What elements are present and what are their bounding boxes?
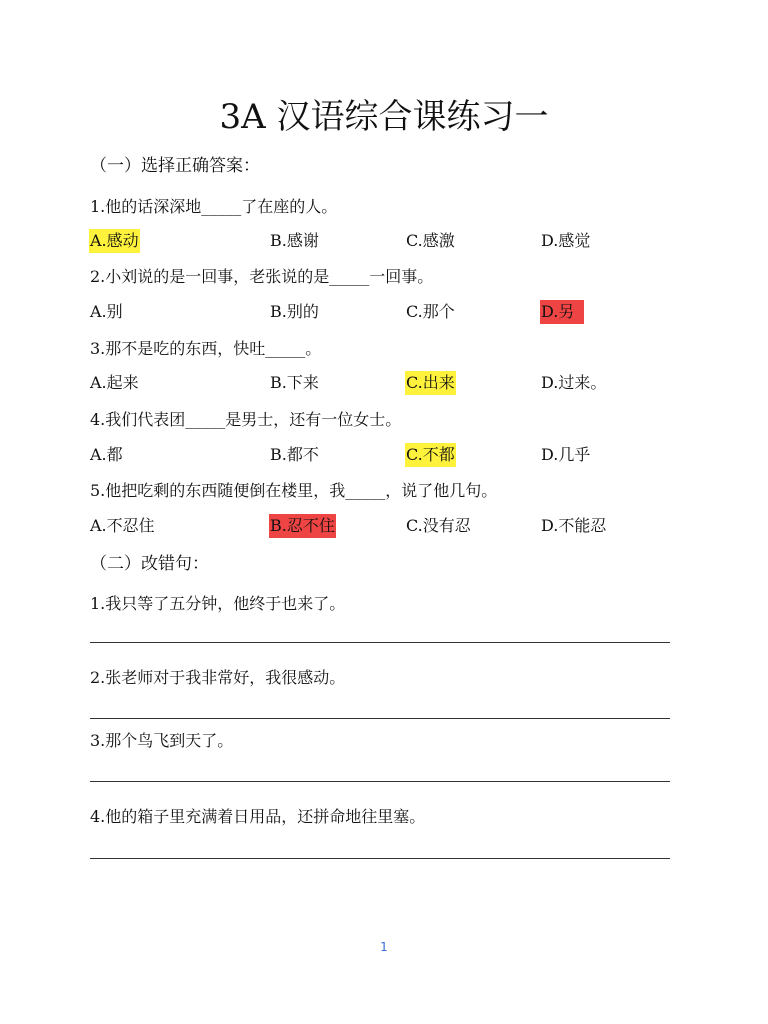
q4-option-c: C.不都 bbox=[405, 443, 456, 467]
section-heading-correction: （二）改错句： bbox=[90, 554, 209, 574]
q3-option-d: D.过来。 bbox=[541, 373, 607, 392]
answer-line-3 bbox=[90, 781, 670, 782]
correction-sentence-1: 1.我只等了五分钟，他终于也来了。 bbox=[90, 594, 346, 613]
q5-option-b: B.忍不住 bbox=[269, 514, 336, 538]
q2-option-a: A.别 bbox=[90, 302, 123, 321]
section-heading-choice: （一）选择正确答案： bbox=[90, 156, 260, 176]
answer-line-1 bbox=[90, 642, 670, 643]
q5-option-c: C.没有忍 bbox=[406, 516, 471, 535]
correction-sentence-2: 2.张老师对于我非常好，我很感动。 bbox=[90, 668, 346, 687]
q4-option-a: A.都 bbox=[90, 445, 123, 464]
correction-sentence-3: 3.那个鸟飞到天了。 bbox=[90, 731, 234, 750]
q3-option-b: B.下来 bbox=[270, 373, 319, 392]
question-4: 4.我们代表团_____是男士，还有一位女士。 bbox=[90, 410, 402, 429]
page-number: 1 bbox=[380, 940, 388, 954]
question-3: 3.那不是吃的东西，快吐_____。 bbox=[90, 339, 322, 358]
question-5: 5.他把吃剩的东西随便倒在楼里，我_____，说了他几句。 bbox=[90, 481, 498, 500]
answer-line-4 bbox=[90, 858, 670, 859]
q2-option-d: D.另 bbox=[540, 300, 584, 324]
q3-option-a: A.起来 bbox=[90, 373, 139, 392]
q4-option-d: D.几乎 bbox=[541, 445, 591, 464]
page-title: 3A 汉语综合课练习一 bbox=[219, 97, 549, 137]
answer-line-2 bbox=[90, 718, 670, 719]
q2-option-b: B.别的 bbox=[270, 302, 319, 321]
question-2: 2.小刘说的是一回事，老张说的是_____一回事。 bbox=[90, 267, 434, 286]
q1-option-c: C.感激 bbox=[406, 231, 455, 250]
correction-sentence-4: 4.他的箱子里充满着日用品，还拼命地往里塞。 bbox=[90, 807, 426, 826]
q5-option-d: D.不能忍 bbox=[541, 516, 607, 535]
q1-option-a: A.感动 bbox=[89, 229, 140, 253]
q5-option-a: A.不忍住 bbox=[90, 516, 155, 535]
q1-option-b: B.感谢 bbox=[270, 231, 319, 250]
q4-option-b: B.都不 bbox=[270, 445, 319, 464]
question-1: 1.他的话深深地_____了在座的人。 bbox=[90, 197, 338, 216]
q3-option-c: C.出来 bbox=[405, 371, 456, 395]
q2-option-c: C.那个 bbox=[406, 302, 455, 321]
q1-option-d: D.感觉 bbox=[541, 231, 591, 250]
